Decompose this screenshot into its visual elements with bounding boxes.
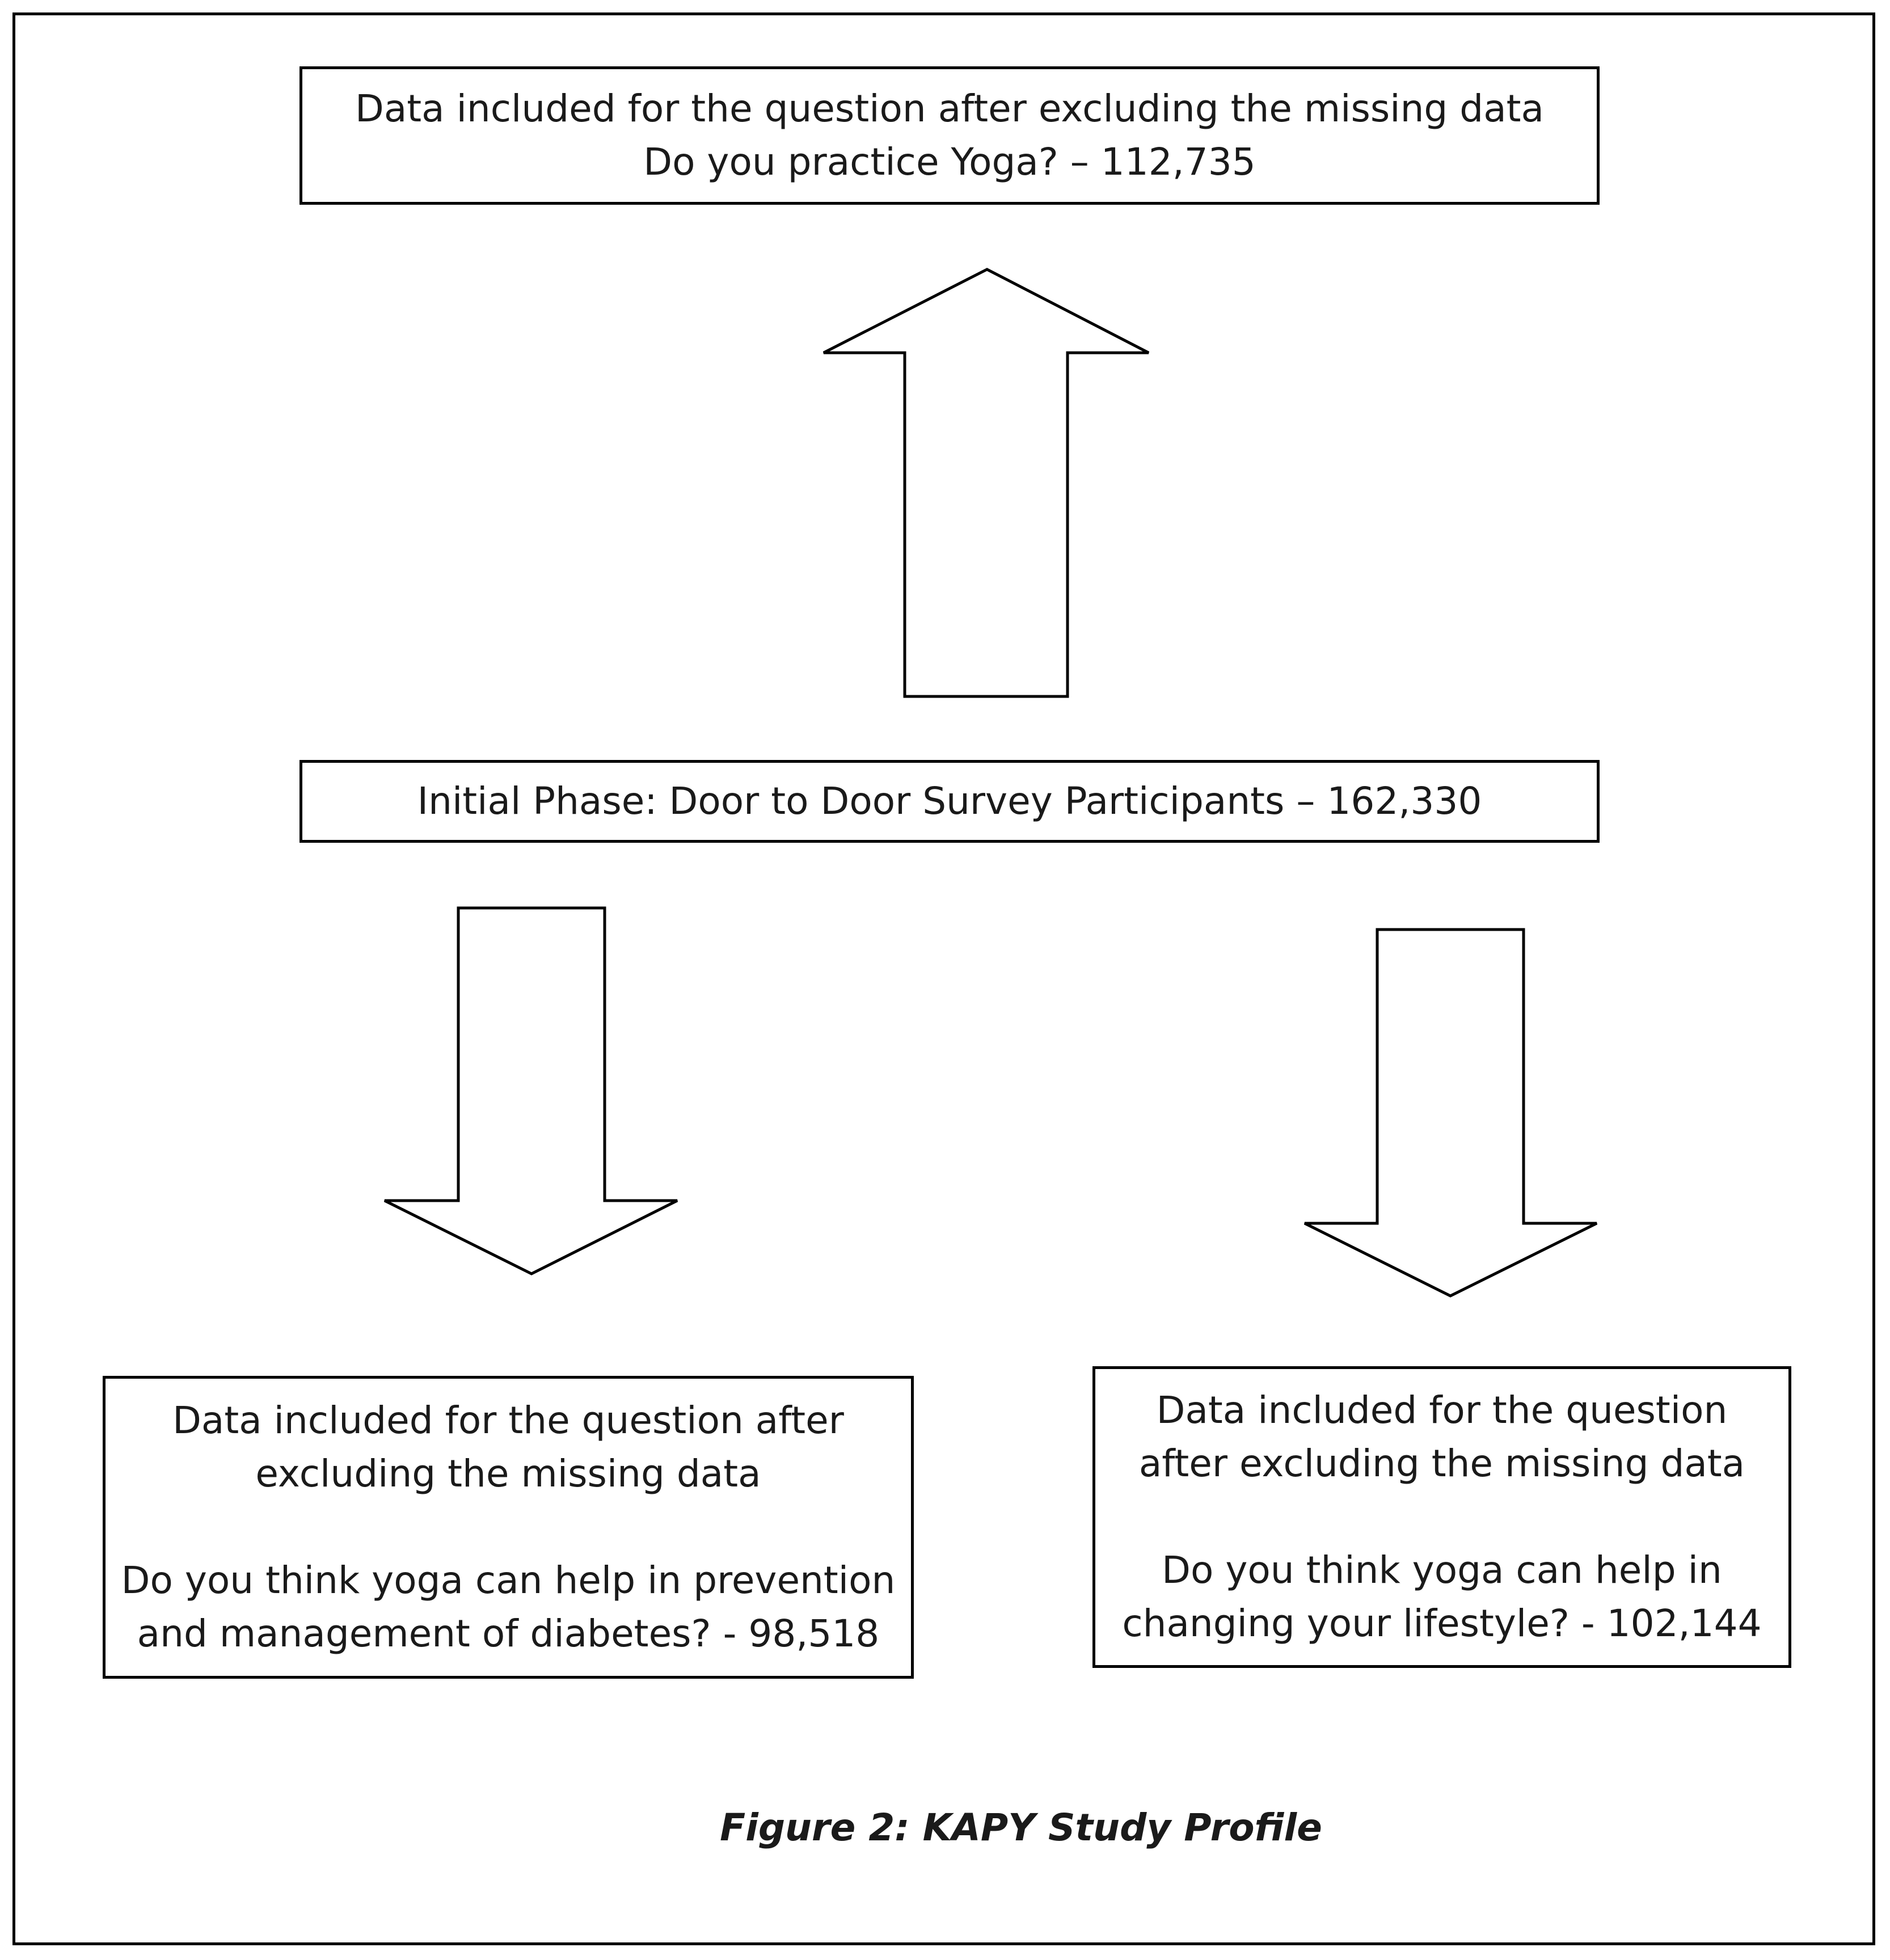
lifestyle-box-line-2: after excluding the missing data	[1138, 1442, 1745, 1485]
initial-phase-text: Initial Phase: Door to Door Survey Participants – 162,330	[417, 779, 1482, 823]
diabetes-question-box	[103, 1376, 914, 1679]
diabetes-box-line-3: Do you think yoga can help in prevention	[121, 1558, 896, 1602]
arrow-down-right	[1305, 930, 1597, 1296]
figure-caption: Figure 2: KAPY Study Profile	[720, 1806, 1322, 1849]
initial-phase-box	[299, 760, 1600, 843]
lifestyle-box-line-4: changing your lifestyle? - 102,144	[1122, 1602, 1762, 1645]
yoga-practice-box	[299, 66, 1600, 205]
lifestyle-question-box	[1092, 1366, 1791, 1668]
arrow-up	[824, 269, 1149, 696]
diabetes-box-spacer	[121, 1501, 896, 1554]
yoga-practice-box-line-2: Do you practice Yoga? – 112,735	[643, 140, 1256, 184]
lifestyle-box-spacer	[1122, 1490, 1761, 1544]
lifestyle-box-line-1: Data included for the question	[1156, 1388, 1728, 1432]
diabetes-box-line-4: and management of diabetes? - 98,518	[137, 1612, 880, 1655]
arrow-down-left	[385, 908, 677, 1274]
lifestyle-box-line-3: Do you think yoga can help in	[1162, 1548, 1722, 1592]
diabetes-box-line-2: excluding the missing data	[255, 1452, 761, 1496]
yoga-practice-box-line-1: Data included for the question after excluding the missing data	[355, 87, 1544, 130]
diabetes-box-line-1: Data included for the question after	[172, 1399, 844, 1442]
